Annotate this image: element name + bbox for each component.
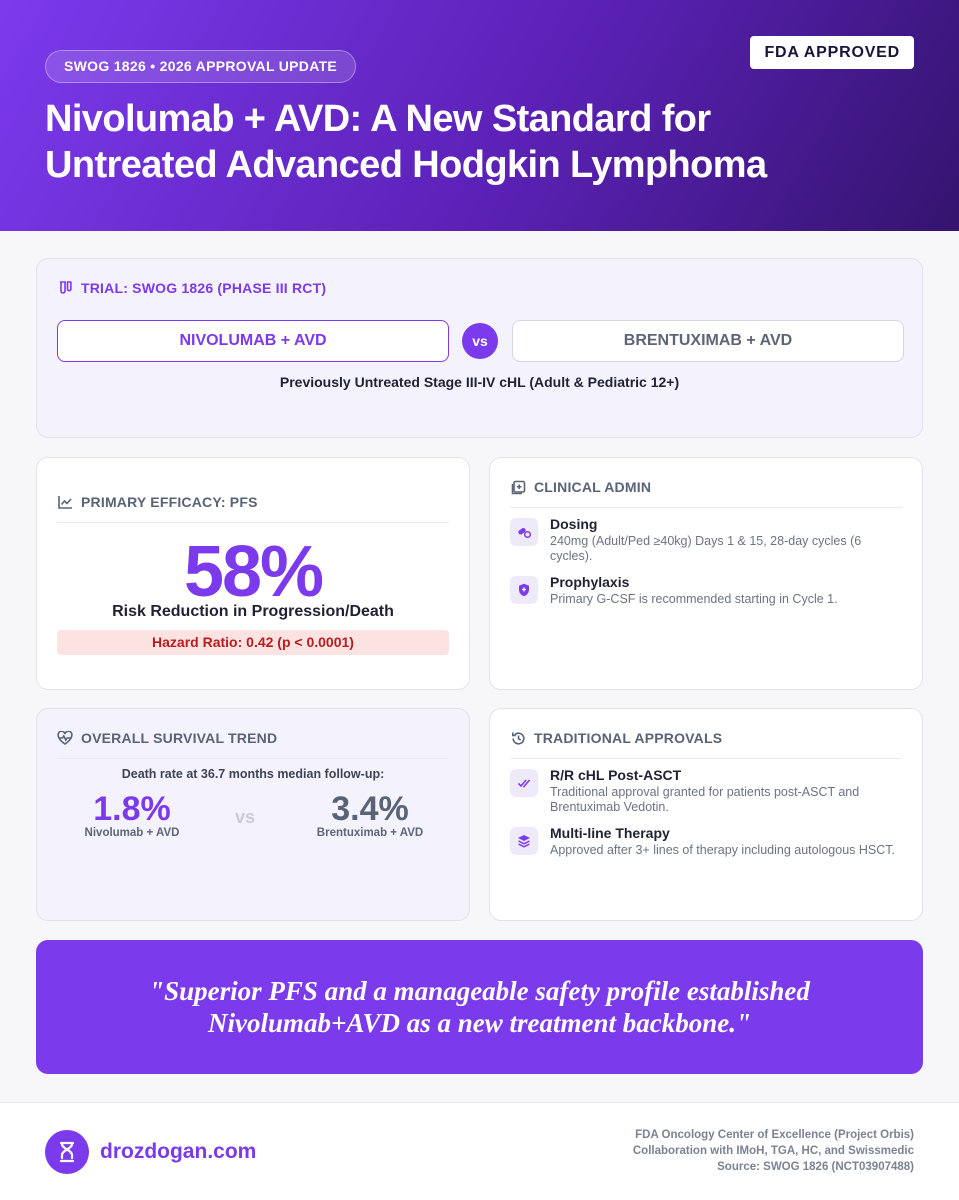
brentuximab-label: Brentuximab + AVD <box>316 827 424 839</box>
efficacy-heading <box>57 494 449 523</box>
nivolumab-label: Nivolumab + AVD <box>84 827 180 839</box>
footer-line-2: Collaboration with IMoH, TGA, HC, and Swissmedic <box>632 1145 914 1157</box>
clinical-admin-card <box>489 457 923 690</box>
multiline-title: Multi-line Therapy <box>550 825 670 841</box>
approvals-heading <box>510 730 902 759</box>
trial-update-pill: SWOG 1826 • 2026 APPROVAL UPDATE <box>45 50 356 83</box>
admin-heading <box>510 479 902 508</box>
footer-notes <box>633 1127 914 1175</box>
double-check-icon <box>510 769 538 797</box>
survival-heading <box>57 730 449 759</box>
approvals-heading-text: TRADITIONAL APPROVALS <box>534 730 723 746</box>
pfs-caption: Risk Reduction in Progression/Death <box>112 603 394 620</box>
dna-logo-icon <box>45 1130 89 1174</box>
admin-item-prophylaxis <box>510 574 902 607</box>
hazard-ratio-bar: Hazard Ratio: 0.42 (p < 0.0001) <box>57 630 449 655</box>
fda-approved-badge: FDA APPROVED <box>750 36 914 69</box>
prophylaxis-title: Prophylaxis <box>550 574 630 590</box>
heart-pulse-icon <box>57 730 73 746</box>
rr-chl-desc: Traditional approval granted for patients post-ASCT and Brentuximab Vedotin. <box>550 785 860 814</box>
brentuximab-death-rate: 3.4% <box>331 790 409 828</box>
arm-brentuximab: BRENTUXIMAB + AVD <box>512 320 904 362</box>
dosing-title: Dosing <box>550 516 598 532</box>
medical-clipboard-icon <box>510 479 526 495</box>
footer <box>0 1102 959 1200</box>
traditional-approvals-card <box>489 708 923 921</box>
approval-item-rr-chl <box>510 767 902 815</box>
pills-icon <box>510 518 538 546</box>
efficacy-heading-text: PRIMARY EFFICACY: PFS <box>81 494 258 510</box>
admin-heading-text: CLINICAL ADMIN <box>534 479 652 495</box>
approval-item-multiline <box>510 825 902 858</box>
pfs-risk-reduction-value: 58% <box>183 532 323 612</box>
shield-icon <box>510 576 538 604</box>
vs-badge: vs <box>462 323 498 359</box>
title-line-1: Nivolumab + AVD: A New Standard for <box>45 98 711 140</box>
arm-nivolumab: NIVOLUMAB + AVD <box>57 320 449 362</box>
site-link[interactable]: drozdogan.com <box>100 1140 257 1163</box>
trial-population: Previously Untreated Stage III-IV cHL (Adult & Pediatric 12+) <box>279 374 680 390</box>
trial-heading <box>57 280 902 308</box>
header-banner <box>0 0 959 231</box>
page-title <box>45 96 905 188</box>
multiline-desc: Approved after 3+ lines of therapy including autologous HSCT. <box>550 843 896 857</box>
quote-banner: "Superior PFS and a manageable safety profile established Nivolumab+AVD as a new treatment backbone." <box>36 940 923 1074</box>
footer-line-1: FDA Oncology Center of Excellence (Project Orbis) <box>635 1129 914 1141</box>
nivolumab-death-rate: 1.8% <box>93 790 171 828</box>
layers-icon <box>510 827 538 855</box>
dosing-desc: 240mg (Adult/Ped ≥40kg) Days 1 & 15, 28-day cycles (6 cycles). <box>550 534 862 563</box>
trial-heading-text: TRIAL: SWOG 1826 (PHASE III RCT) <box>81 280 327 296</box>
survival-caption: Death rate at 36.7 months median follow-up: <box>121 767 385 781</box>
survival-vs: vs <box>235 807 256 827</box>
test-tubes-icon <box>57 280 73 296</box>
history-icon <box>510 730 526 746</box>
survival-heading-text: OVERALL SURVIVAL TREND <box>81 730 278 746</box>
efficacy-card <box>36 457 470 690</box>
trial-card <box>36 258 923 438</box>
overall-survival-card <box>36 708 470 921</box>
title-line-2: Untreated Advanced Hodgkin Lymphoma <box>45 144 767 186</box>
footer-line-3: Source: SWOG 1826 (NCT03907488) <box>717 1161 914 1173</box>
prophylaxis-desc: Primary G-CSF is recommended starting in Cycle 1. <box>550 592 838 606</box>
rr-chl-title: R/R cHL Post-ASCT <box>550 767 682 783</box>
line-chart-icon <box>57 494 73 510</box>
admin-item-dosing <box>510 516 902 564</box>
